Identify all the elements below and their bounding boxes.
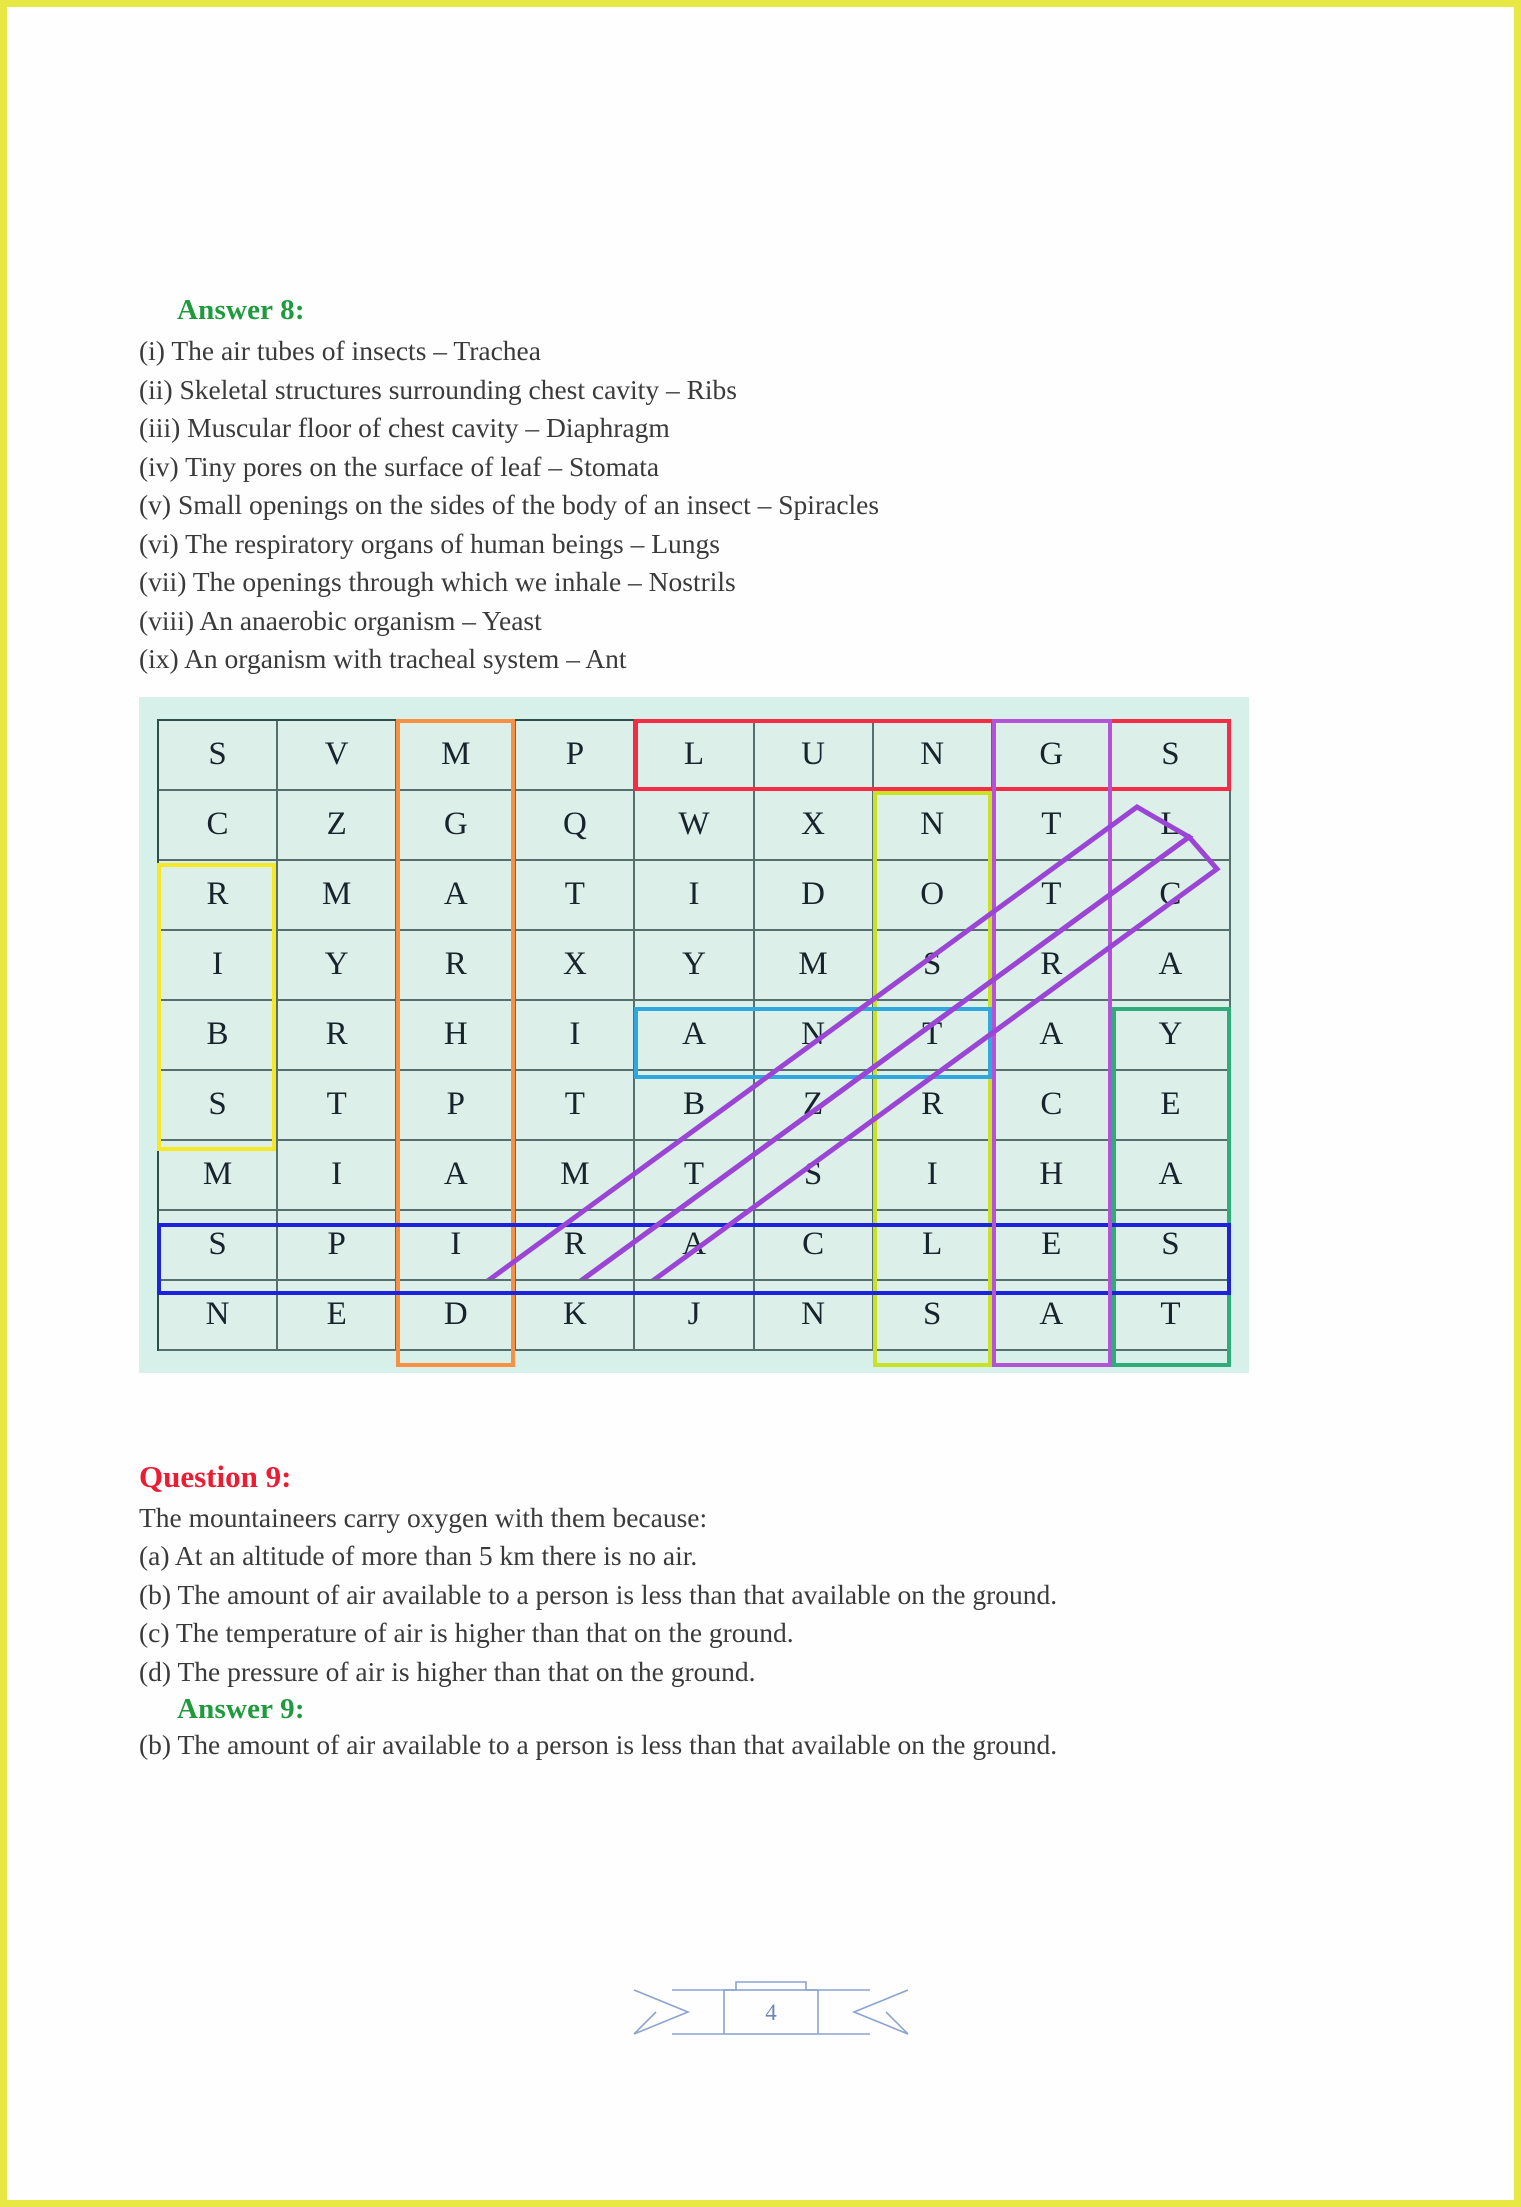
word-search-cell: D	[755, 861, 874, 931]
word-search-cell: M	[755, 931, 874, 1001]
answer-8-item: (vii) The openings through which we inhale – Nostrils	[139, 566, 736, 597]
word-search-cell: T	[1112, 1281, 1231, 1351]
word-search-cell: W	[635, 791, 754, 861]
word-search-cell: B	[159, 1001, 278, 1071]
word-search-cell: N	[874, 791, 993, 861]
answer-8-item: (iv) Tiny pores on the surface of leaf – Stomata	[139, 450, 660, 482]
word-search-cell: S	[874, 1281, 993, 1351]
question-9-option: (b) The amount of air available to a person is less than that available on the ground.	[139, 1578, 1058, 1610]
word-search-cell: H	[993, 1141, 1112, 1211]
word-search-cell: R	[397, 931, 516, 1001]
page-number: 4	[765, 2000, 777, 2025]
word-search-cell: A	[993, 1001, 1112, 1071]
word-search-cell: K	[516, 1281, 635, 1351]
word-search-cell: R	[159, 861, 278, 931]
question-9-option: (a) At an altitude of more than 5 km there is no air.	[139, 1540, 698, 1571]
word-search-cell: H	[397, 1001, 516, 1071]
word-search-cell: P	[278, 1211, 397, 1281]
word-search-cell: E	[278, 1281, 397, 1351]
word-search-panel	[139, 697, 1249, 1373]
page-inner	[14, 14, 1507, 2193]
word-search-cell: I	[516, 1001, 635, 1071]
word-search-cell: R	[874, 1071, 993, 1141]
word-search-cell: N	[159, 1281, 278, 1351]
page-content	[139, 294, 1439, 1765]
word-search-cell: I	[397, 1211, 516, 1281]
word-search-cell: A	[635, 1001, 754, 1071]
word-search-cell: T	[993, 861, 1112, 931]
word-search-cell: Z	[278, 791, 397, 861]
word-search-cell: M	[278, 861, 397, 931]
word-search-cell: M	[159, 1141, 278, 1211]
answer-8-item: (ix) An organism with tracheal system – Ant	[139, 643, 627, 674]
word-search-cell: I	[874, 1141, 993, 1211]
word-search-cell: T	[516, 861, 635, 931]
answer-8-item: (viii) An anaerobic organism – Yeast	[139, 604, 542, 636]
word-search-cell: S	[755, 1141, 874, 1211]
word-search-cell: R	[993, 931, 1112, 1001]
word-search-cell: R	[278, 1001, 397, 1071]
word-search-cell: A	[1112, 931, 1231, 1001]
word-search-cell: T	[516, 1071, 635, 1141]
word-search-cell: T	[635, 1141, 754, 1211]
word-search-cell: C	[755, 1211, 874, 1281]
footer-ribbon	[626, 1974, 916, 2052]
question-9-option: (c) The temperature of air is higher than that on the ground.	[139, 1617, 794, 1648]
word-search-cell: N	[755, 1281, 874, 1351]
question-9-heading: Question 9:	[139, 1458, 292, 1494]
word-search-cell: S	[1112, 1211, 1231, 1281]
word-search-cell: V	[278, 721, 397, 791]
word-search-cell: A	[993, 1281, 1112, 1351]
answer-8-item: (vi) The respiratory organs of human beings – Lungs	[139, 527, 720, 559]
word-search-cell: C	[159, 791, 278, 861]
word-search-cell: T	[993, 791, 1112, 861]
word-search-cell: T	[874, 1001, 993, 1071]
word-search-cell: B	[635, 1071, 754, 1141]
question-9-stem: The mountaineers carry oxygen with them because:	[139, 1501, 708, 1533]
word-search-cell: S	[159, 1211, 278, 1281]
word-search-cell: G	[397, 791, 516, 861]
word-search-cell: A	[635, 1211, 754, 1281]
word-search-cell: C	[993, 1071, 1112, 1141]
word-search-cell: N	[755, 1001, 874, 1071]
word-search-cell: Z	[755, 1071, 874, 1141]
word-search-cell: L	[874, 1211, 993, 1281]
answer-8-item: (iii) Muscular floor of chest cavity – Diaphragm	[139, 412, 670, 443]
word-search-cell: G	[993, 721, 1112, 791]
answer-8-item: (v) Small openings on the sides of the body of an insect – Spiracles	[139, 489, 880, 520]
word-search-cell: I	[278, 1141, 397, 1211]
word-search-cell: J	[635, 1281, 754, 1351]
answer-9-text: (b) The amount of air available to a person is less than that available on the ground.	[139, 1729, 1058, 1760]
word-search-cell: N	[874, 721, 993, 791]
word-search-cell: S	[159, 1071, 278, 1141]
word-search-cell: E	[993, 1211, 1112, 1281]
word-search-cell: S	[1112, 721, 1231, 791]
word-search-cell: I	[159, 931, 278, 1001]
word-search-grid	[157, 719, 1231, 1351]
word-search-cell: M	[397, 721, 516, 791]
word-search-cell: P	[397, 1071, 516, 1141]
answer-9-heading: Answer 9:	[177, 1693, 305, 1725]
word-search-cell: S	[874, 931, 993, 1001]
word-search-cell: Y	[635, 931, 754, 1001]
word-search-cell: A	[1112, 1141, 1231, 1211]
word-search-cell: E	[1112, 1071, 1231, 1141]
word-search-cell: A	[397, 861, 516, 931]
answer-8-heading: Answer 8:	[177, 294, 305, 326]
word-search-cell: M	[516, 1141, 635, 1211]
answer-8-list	[139, 332, 1439, 679]
word-search-cell: X	[755, 791, 874, 861]
question-9-option: (d) The pressure of air is higher than that on the ground.	[139, 1655, 756, 1687]
word-search-cell: L	[1112, 791, 1231, 861]
word-search-cell: A	[397, 1141, 516, 1211]
word-search-cell: I	[635, 861, 754, 931]
word-search-cell: C	[1112, 861, 1231, 931]
word-search-cell: Q	[516, 791, 635, 861]
word-search-cell: U	[755, 721, 874, 791]
word-search-cell: D	[397, 1281, 516, 1351]
word-search-cell: X	[516, 931, 635, 1001]
answer-8-item: (ii) Skeletal structures surrounding chest cavity – Ribs	[139, 373, 738, 405]
word-search-cell: O	[874, 861, 993, 931]
word-search-cell: Y	[278, 931, 397, 1001]
answer-8-item: (i) The air tubes of insects – Trachea	[139, 335, 541, 366]
word-search-cell: Y	[1112, 1001, 1231, 1071]
word-search-cell: R	[516, 1211, 635, 1281]
word-search-cell: L	[635, 721, 754, 791]
word-search-cell: P	[516, 721, 635, 791]
word-search-cell: T	[278, 1071, 397, 1141]
word-search-cell: S	[159, 721, 278, 791]
